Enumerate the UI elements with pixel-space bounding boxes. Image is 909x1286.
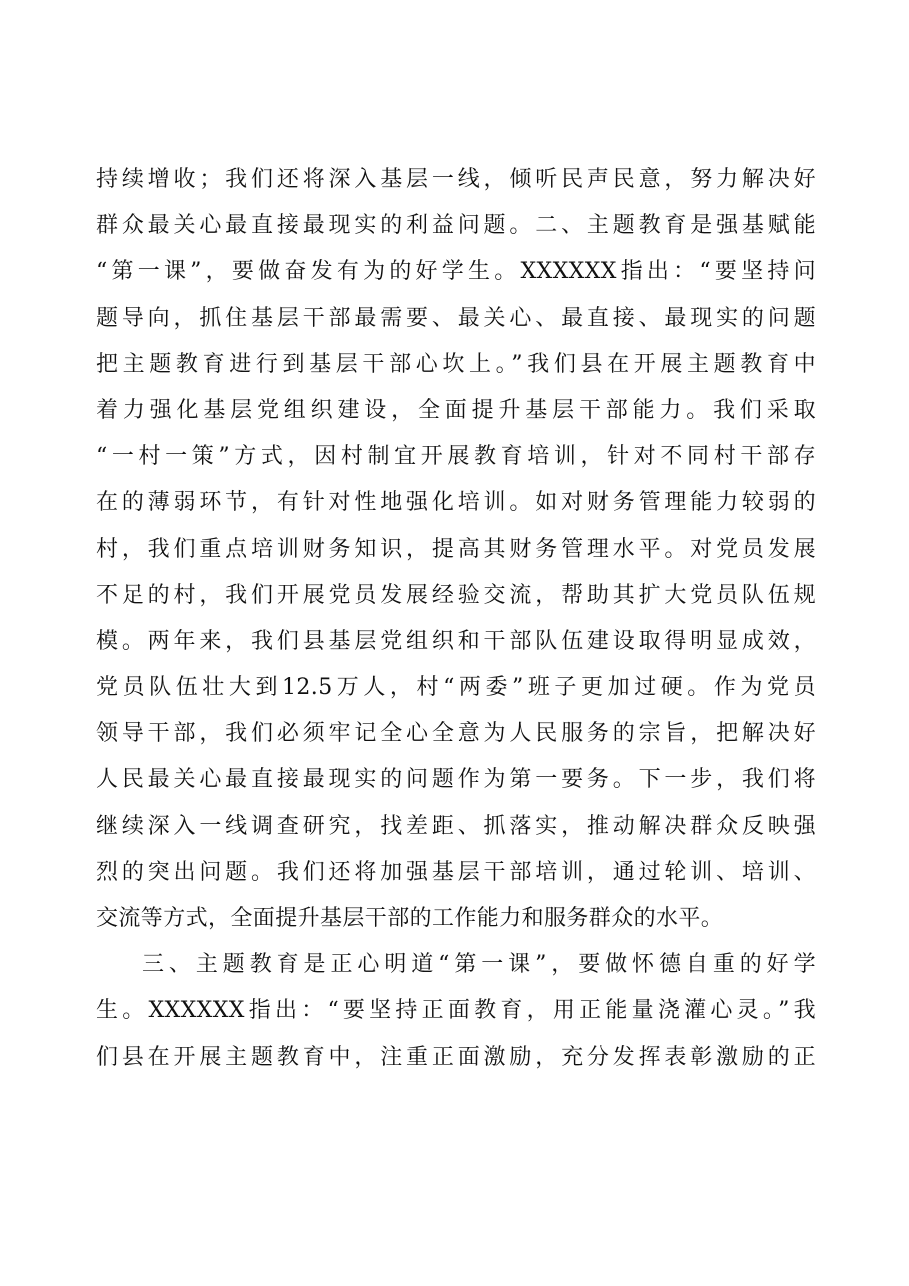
text-line: 在的薄弱环节，有针对性地强化培训。如对财务管理能力较弱的 bbox=[96, 490, 816, 516]
text-line: 题导向，抓住基层干部最需要、最关心、最直接、最现实的问题 bbox=[96, 305, 816, 331]
text-line: “第一课”，要做奋发有为的好学生。XXXXXX指出：“要坚持问 bbox=[96, 259, 816, 285]
text-line: 烈的突出问题。我们还将加强基层干部培训，通过轮训、培训、 bbox=[96, 859, 816, 885]
text-line: 们县在开展主题教育中，注重正面激励，充分发挥表彰激励的正 bbox=[96, 1044, 816, 1070]
paragraph-start-line: 三、主题教育是正心明道“第一课”，要做怀德自重的好学 bbox=[142, 952, 816, 978]
text-line: 生。XXXXXX指出：“要坚持正面教育，用正能量浇灌心灵。”我 bbox=[96, 998, 816, 1024]
text-line: 着力强化基层党组织建设，全面提升基层干部能力。我们采取 bbox=[96, 397, 816, 423]
text-line: 模。两年来，我们县基层党组织和干部队伍建设取得明显成效， bbox=[96, 628, 816, 654]
text-line: 不足的村，我们开展党员发展经验交流，帮助其扩大党员队伍规 bbox=[96, 582, 816, 608]
body-text bbox=[96, 157, 816, 1081]
text-line: 持续增收；我们还将深入基层一线，倾听民声民意，努力解决好 bbox=[96, 167, 816, 192]
text-line: 人民最关心最直接最现实的问题作为第一要务。下一步，我们将 bbox=[96, 767, 816, 793]
text-line: 党员队伍壮大到12.5万人，村“两委”班子更加过硬。作为党员 bbox=[96, 675, 816, 701]
paragraph-end-line: 交流等方式，全面提升基层干部的工作能力和服务群众的水平。 bbox=[96, 906, 724, 931]
text-line: “一村一策”方式，因村制宜开展教育培训，针对不同村干部存 bbox=[96, 444, 816, 470]
text-line: 村，我们重点培训财务知识，提高其财务管理水平。对党员发展 bbox=[96, 536, 816, 562]
text-line: 群众最关心最直接最现实的利益问题。二、主题教育是强基赋能 bbox=[96, 213, 816, 239]
text-line: 把主题教育进行到基层干部心坎上。”我们县在开展主题教育中 bbox=[96, 351, 816, 377]
text-line: 继续深入一线调查研究，找差距、抓落实，推动解决群众反映强 bbox=[96, 813, 816, 839]
text-line: 领导干部，我们必须牢记全心全意为人民服务的宗旨，把解决好 bbox=[96, 721, 816, 747]
